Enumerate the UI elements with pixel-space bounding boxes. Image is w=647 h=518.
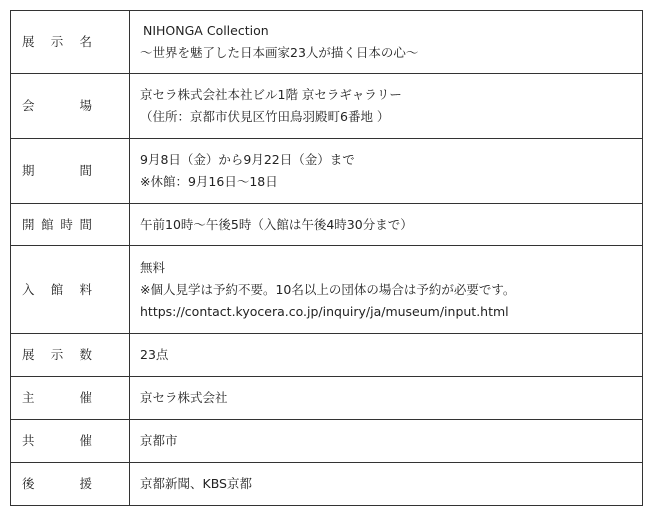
- row-period: [11, 139, 643, 204]
- label-cell: [11, 463, 130, 506]
- supporter: 京都新聞、KBS京都: [140, 476, 252, 491]
- exhibition-title: NIHONGA Collection: [143, 23, 269, 38]
- label-cell: [11, 377, 130, 420]
- row-opening-hours: [11, 204, 643, 246]
- value-cell: [130, 334, 643, 377]
- value-cell: [130, 377, 643, 420]
- label-exhibition-name: 展 示 名: [22, 34, 92, 49]
- co-organizer: 京都市: [140, 433, 178, 448]
- label-cell: [11, 74, 130, 139]
- opening-hours: 午前10時〜午後5時（入館は午後4時30分まで）: [140, 216, 413, 232]
- admission-note: ※個人見学は予約不要。10名以上の団体の場合は予約が必要です。: [140, 281, 516, 297]
- organizer: 京セラ株式会社: [140, 390, 228, 405]
- label-cell: [11, 246, 130, 334]
- label-co-organizer: 共 催: [22, 433, 92, 448]
- value-cell: [130, 11, 643, 74]
- label-venue: 会 場: [22, 98, 92, 113]
- value-cell: [130, 420, 643, 463]
- period-dates: 9月8日（金）から9月22日（金）まで: [140, 152, 355, 167]
- label-organizer: 主 催: [22, 390, 92, 405]
- exhibition-info-table: [10, 10, 643, 506]
- value-cell: [130, 463, 643, 506]
- label-cell: [11, 420, 130, 463]
- row-co-organizer: [11, 420, 643, 463]
- row-item-count: [11, 334, 643, 377]
- admission-fee: 無料: [140, 259, 166, 275]
- label-cell: [11, 139, 130, 204]
- label-admission: 入 館 料: [22, 281, 92, 297]
- closed-days: ※休館：9月16日〜18日: [140, 174, 278, 189]
- label-cell: [11, 334, 130, 377]
- venue-name: 京セラ株式会社本社ビル1階 京セラギャラリー: [140, 87, 402, 102]
- value-cell: [130, 204, 643, 246]
- value-cell: [130, 74, 643, 139]
- row-venue: [11, 74, 643, 139]
- label-supporter: 後 援: [22, 476, 92, 491]
- venue-address: （住所：京都市伏見区竹田鳥羽殿町6番地 ）: [140, 109, 390, 124]
- label-cell: [11, 11, 130, 74]
- row-organizer: [11, 377, 643, 420]
- label-period: 期 間: [22, 163, 92, 178]
- reservation-link[interactable]: https://contact.kyocera.co.jp/inquiry/ja/museum/input.html: [140, 303, 509, 319]
- label-item-count: 展 示 数: [22, 347, 92, 362]
- row-exhibition-name: [11, 11, 643, 74]
- item-count: 23点: [140, 347, 169, 362]
- value-cell: [130, 246, 643, 334]
- row-admission: [11, 246, 643, 334]
- label-cell: [11, 204, 130, 246]
- exhibition-subtitle: 〜世界を魅了した日本画家23人が描く日本の心〜: [140, 45, 419, 60]
- row-supporter: [11, 463, 643, 506]
- label-opening-hours: 開館時間: [22, 216, 92, 232]
- value-cell: [130, 139, 643, 204]
